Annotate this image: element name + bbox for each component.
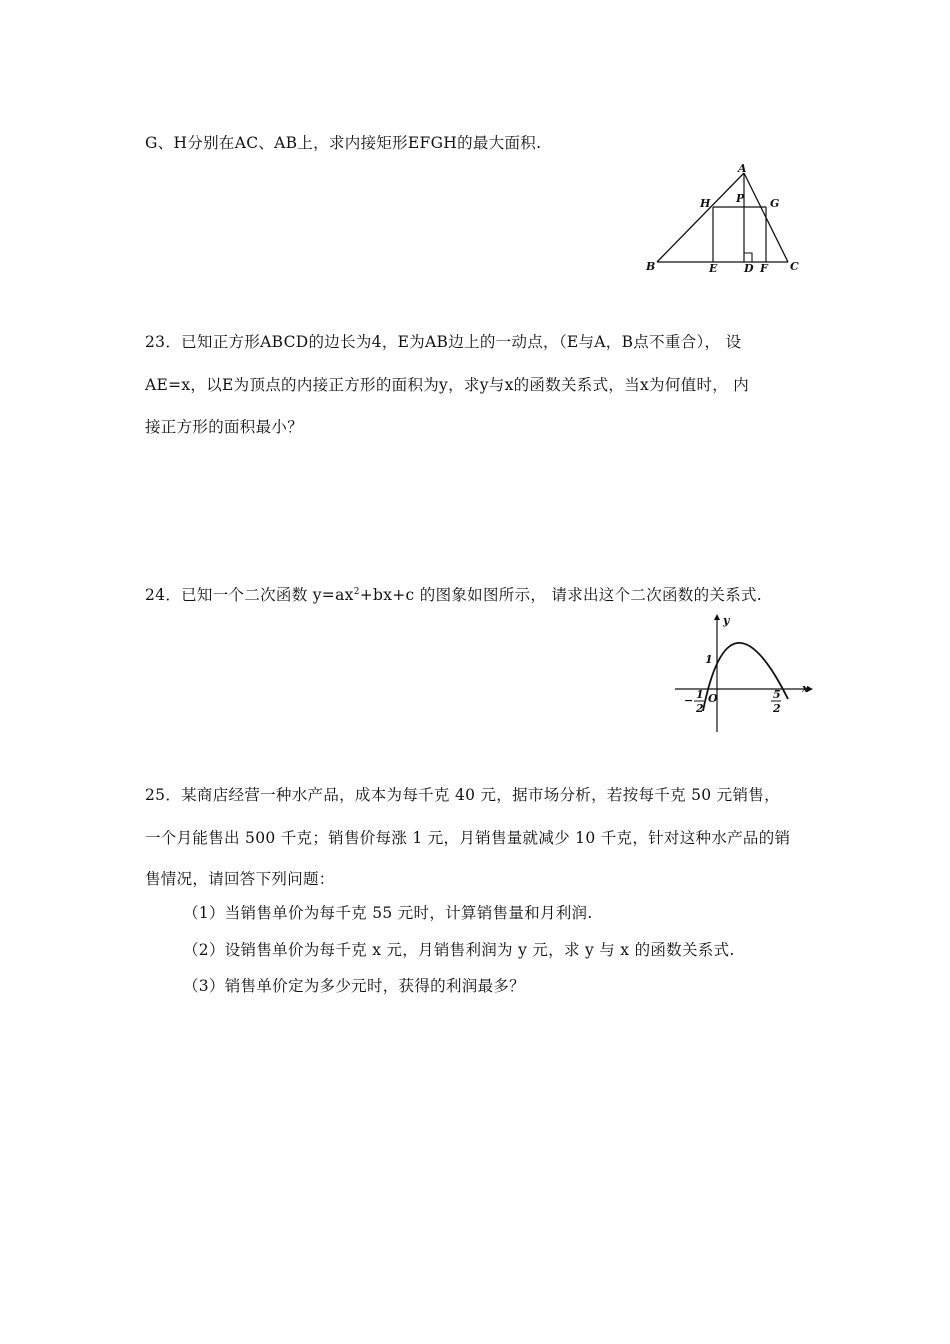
label-p: P [736,192,745,205]
problem-24-line [145,583,762,605]
problem-22-tail: G、H分别在AC、AB上，求内接矩形EFGH的最大面积. [145,134,542,152]
triangle-figure [640,160,810,280]
label-y-axis: y [723,614,730,627]
problem-25-line-2: 一个月能售出 500 千克；销售价每涨 1 元，月销售量就减少 10 千克，针对这种水产品的销 [145,829,791,847]
problem-23-line-2: AE=x，以E为顶点的内接正方形的面积为y，求y与x的函数关系式，当x为何值时， 内 [145,376,750,394]
problem-24-pre: 24．已知一个二次函数 y=ax [145,586,354,604]
label-d: D [744,262,754,275]
parabola-figure [670,612,820,737]
label-five-half-num: 5 [773,688,781,701]
label-y-intercept: 1 [705,653,713,666]
label-b: B [646,260,656,273]
problem-24-post: +bx+c 的图象如图所示， 请求出这个二次函数的关系式. [359,586,763,604]
label-f: F [760,262,768,275]
label-h: H [700,197,711,210]
label-neg-half-num: 1 [696,688,704,701]
problem-25-question-1: （1）当销售单价为每千克 55 元时，计算销售量和月利润. [183,904,593,922]
label-x-axis: x [802,682,809,695]
problem-25-line-1: 25．某商店经营一种水产品，成本为每千克 40 元，据市场分析，若按每千克 50 元销售， [145,786,780,804]
label-a: A [738,162,747,175]
problem-25-line-3: 售情况，请回答下列问题： [145,870,335,888]
problem-23-line-3: 接正方形的面积最小？ [145,418,304,436]
problem-25-question-2: （2）设销售单价为每千克 x 元，月销售利润为 y 元，求 y 与 x 的函数关系式. [183,941,735,959]
label-g: G [770,197,780,210]
problem-23-line-1: 23．已知正方形ABCD的边长为4，E为AB边上的一动点，（E与A，B点不重合）， 设 [145,333,742,351]
problem-25-question-3: （3）销售单价定为多少元时，获得的利润最多？ [183,977,525,995]
label-neg-half-den: 2 [696,702,704,715]
label-five-half-den: 2 [773,702,781,715]
problem-24-exponent: 2 [353,587,360,597]
label-e: E [709,262,718,275]
label-neg-sign: − [684,694,694,707]
label-c: C [790,260,799,273]
label-origin: O [708,692,718,705]
